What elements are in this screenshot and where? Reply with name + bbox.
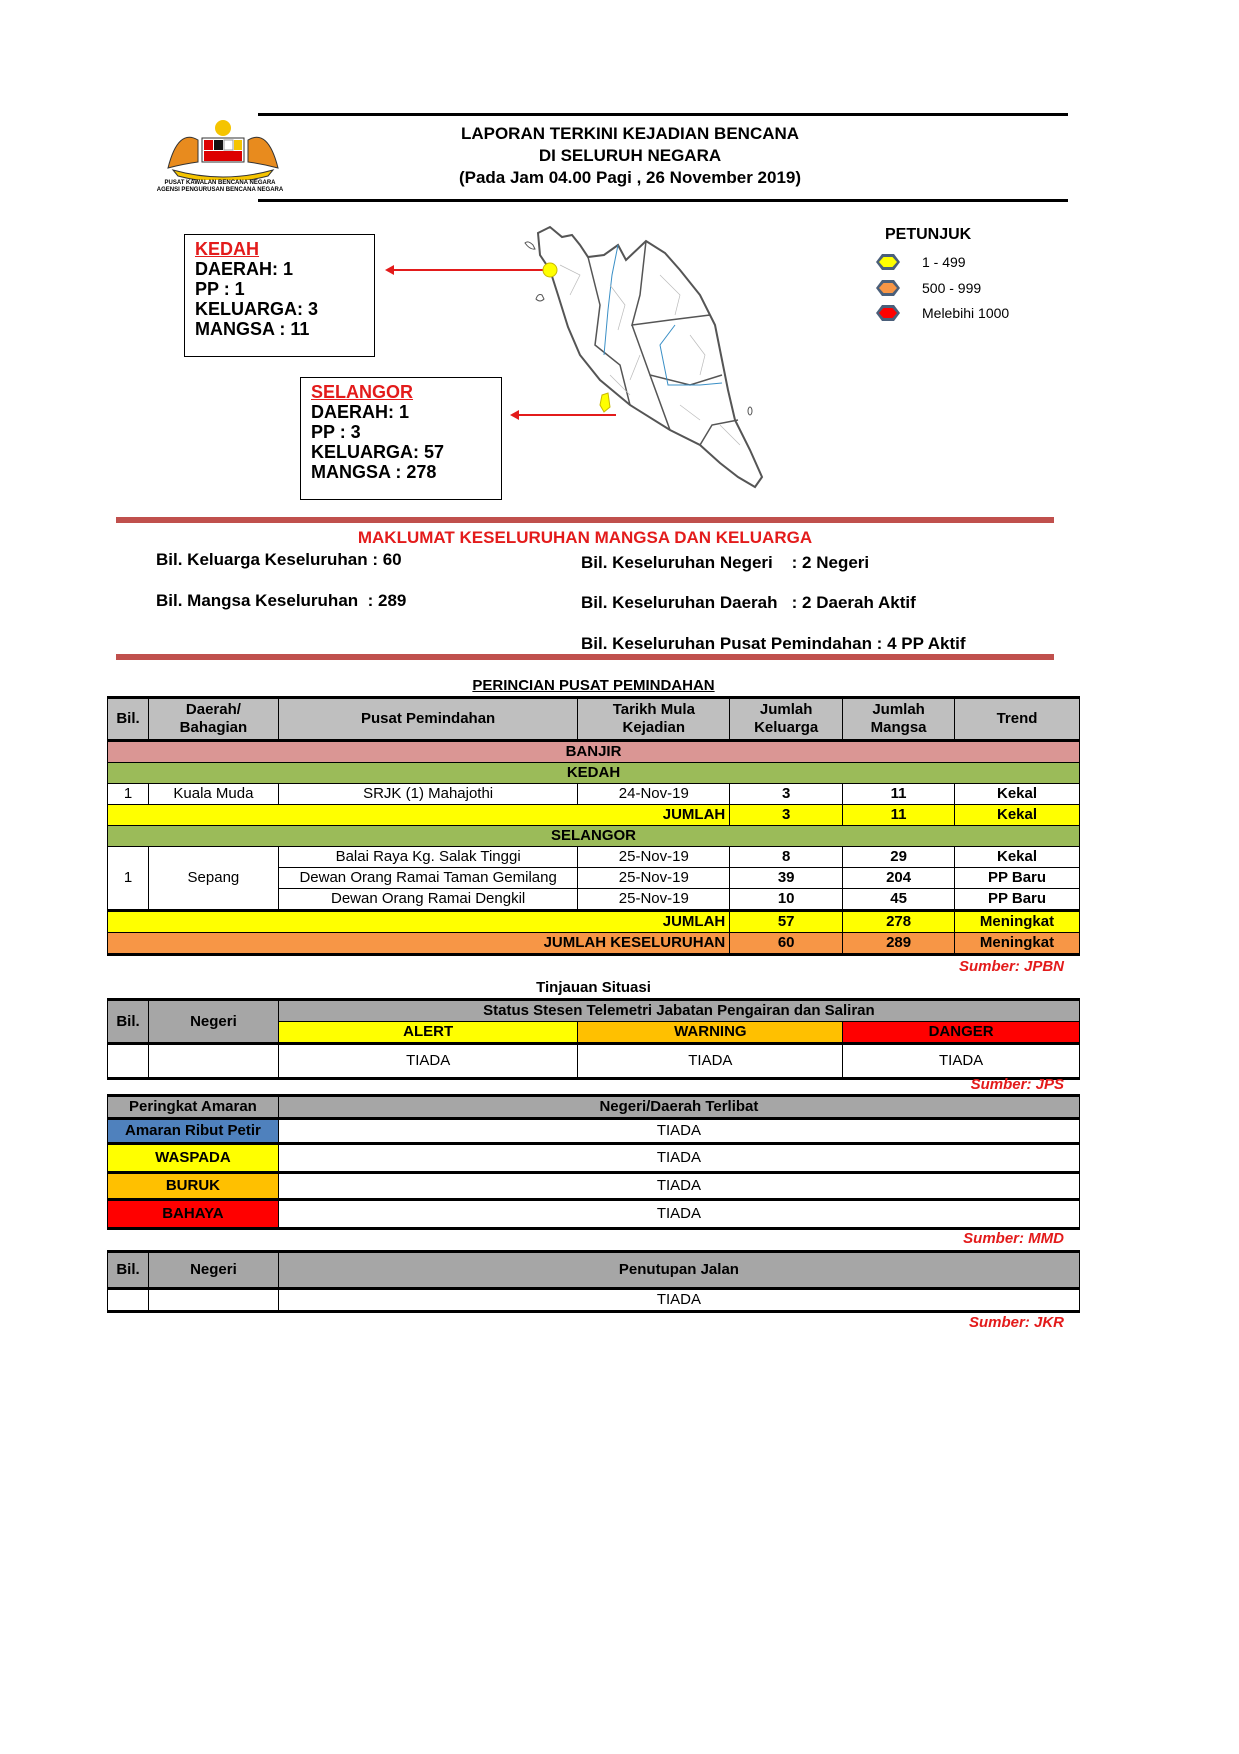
road-header-row — [108, 1252, 1080, 1289]
col-negeri: Negeri — [148, 1000, 278, 1044]
telemetry-title: Tinjauan Situasi — [536, 979, 651, 996]
tarikh: 25-Nov-19 — [578, 868, 730, 889]
bil — [108, 1289, 149, 1312]
grand-total-row — [108, 933, 1080, 955]
report-title — [380, 123, 880, 189]
road-closure-value: TIADA — [278, 1289, 1079, 1312]
title-line1: LAPORAN TERKINI KEJADIAN BENCANA — [460, 124, 800, 143]
table-header-row — [108, 698, 1080, 741]
bil — [108, 1044, 149, 1079]
area-value: TIADA — [278, 1119, 1079, 1144]
legend-label: 1 - 499 — [922, 254, 966, 270]
state-row-selangor — [108, 826, 1080, 847]
keluarga-count: KELUARGA: 57 — [311, 442, 445, 462]
col-bil: Bil. — [108, 1000, 149, 1044]
red-hexagon-icon — [876, 305, 900, 321]
state-name: KEDAH — [108, 763, 1080, 784]
grand-total-label: JUMLAH KESELURUHAN — [108, 933, 730, 955]
mangsa: 45 — [843, 889, 955, 911]
selangor-info-box — [300, 377, 502, 500]
keluarga: 8 — [730, 847, 843, 868]
warning-value: TIADA — [578, 1044, 843, 1079]
section-divider — [116, 517, 1054, 523]
mangsa: 11 — [843, 805, 955, 826]
telemetry-group-header: Status Stesen Telemetri Jabatan Pengairan dan Saliran — [278, 1000, 1079, 1022]
table-row — [108, 847, 1080, 868]
danger-value: TIADA — [843, 1044, 1080, 1079]
daerah: Sepang — [148, 847, 278, 911]
header-bottom-rule — [258, 199, 1068, 202]
telemetry-table — [107, 998, 1080, 1080]
col-level: Peringkat Amaran — [108, 1096, 279, 1119]
state-row-kedah — [108, 763, 1080, 784]
level-warning: WARNING — [578, 1022, 843, 1044]
pusat: Dewan Orang Ramai Taman Gemilang — [278, 868, 578, 889]
trend: PP Baru — [955, 889, 1080, 911]
peninsular-malaysia-map — [500, 215, 780, 490]
subtotal-label: JUMLAH — [108, 911, 730, 933]
col-penutupan-jalan: Penutupan Jalan — [278, 1252, 1079, 1289]
total-negeri: Bil. Keseluruhan Negeri : 2 Negeri — [581, 553, 870, 572]
legend-label: Melebihi 1000 — [922, 305, 1010, 321]
section-divider — [116, 654, 1054, 660]
title-line2: DI SELURUH NEGARA — [538, 146, 722, 165]
mangsa: 11 — [843, 784, 955, 805]
col-mangsa: Jumlah Mangsa — [843, 698, 955, 741]
logo-caption — [150, 180, 290, 194]
mangsa-count: MANGSA : 11 — [195, 319, 310, 339]
level-label: BURUK — [108, 1173, 279, 1200]
logo-caption-line1: PUSAT KAWALAN BENCANA NEGARA — [164, 180, 276, 186]
level-label: Amaran Ribut Petir — [108, 1119, 279, 1144]
col-daerah: Daerah/ Bahagian — [148, 698, 278, 741]
trend: PP Baru — [955, 868, 1080, 889]
mangsa: 289 — [843, 933, 955, 955]
area-value: TIADA — [278, 1144, 1079, 1173]
logo-caption-line2: AGENSI PENGURUSAN BENCANA NEGARA — [156, 187, 284, 193]
state-name: SELANGOR — [311, 382, 414, 402]
trend: Kekal — [955, 847, 1080, 868]
warning-header-row — [108, 1096, 1080, 1119]
level-label: WASPADA — [108, 1144, 279, 1173]
col-area: Negeri/Daerah Terlibat — [278, 1096, 1079, 1119]
col-keluarga: Jumlah Keluarga — [730, 698, 843, 741]
weather-warning-table — [107, 1094, 1080, 1230]
tarikh: 25-Nov-19 — [578, 847, 730, 868]
table-row — [108, 1200, 1080, 1229]
pusat: Balai Raya Kg. Salak Tinggi — [278, 847, 578, 868]
pp-count: PP : 1 — [195, 279, 245, 299]
daerah-count: DAERAH: 1 — [311, 402, 410, 422]
trend: Kekal — [955, 805, 1080, 826]
tarikh: 25-Nov-19 — [578, 889, 730, 911]
legend-item-low — [876, 254, 966, 270]
table-row — [108, 784, 1080, 805]
col-bil: Bil. — [108, 698, 149, 741]
alert-value: TIADA — [278, 1044, 578, 1079]
source-mmd: Sumber: MMD — [963, 1230, 1064, 1247]
col-tarikh: Tarikh Mula Kejadian — [578, 698, 730, 741]
daerah: Kuala Muda — [148, 784, 278, 805]
level-danger: DANGER — [843, 1022, 1080, 1044]
road-closure-table — [107, 1250, 1080, 1313]
table-row — [108, 1289, 1080, 1312]
bil: 1 — [108, 847, 149, 911]
legend-title: PETUNJUK — [885, 226, 972, 243]
source-jps: Sumber: JPS — [970, 1076, 1064, 1093]
keluarga: 60 — [730, 933, 843, 955]
pusat: Dewan Orang Ramai Dengkil — [278, 889, 578, 911]
total-keluarga: Bil. Keluarga Keseluruhan : 60 — [156, 550, 402, 569]
table-row — [108, 1119, 1080, 1144]
total-pp: Bil. Keseluruhan Pusat Pemindahan : 4 PP Aktif — [581, 634, 966, 653]
negeri — [148, 1044, 278, 1079]
table-row — [108, 1144, 1080, 1173]
total-daerah: Bil. Keseluruhan Daerah : 2 Daerah Aktif — [581, 593, 916, 612]
total-mangsa: Bil. Mangsa Keseluruhan : 289 — [156, 591, 407, 610]
trend: Meningkat — [955, 933, 1080, 955]
kedah-info-box — [184, 234, 375, 357]
pp-table-title: PERINCIAN PUSAT PEMINDAHAN — [472, 677, 715, 694]
pusat: SRJK (1) Mahajothi — [278, 784, 578, 805]
source-jpbn: Sumber: JPBN — [958, 958, 1064, 975]
tarikh: 24-Nov-19 — [578, 784, 730, 805]
trend: Meningkat — [955, 911, 1080, 933]
area-value: TIADA — [278, 1200, 1079, 1229]
keluarga: 57 — [730, 911, 843, 933]
daerah-count: DAERAH: 1 — [195, 259, 294, 279]
subtotal-row-kedah — [108, 805, 1080, 826]
mangsa: 278 — [843, 911, 955, 933]
table-row — [108, 1044, 1080, 1079]
state-name: SELANGOR — [108, 826, 1080, 847]
col-bil: Bil. — [108, 1252, 149, 1289]
level-alert: ALERT — [278, 1022, 578, 1044]
summary-title: MAKLUMAT KESELURUHAN MANGSA DAN KELUARGA — [357, 528, 813, 547]
orange-hexagon-icon — [876, 280, 900, 296]
title-date: (Pada Jam 04.00 Pagi , 26 November 2019) — [458, 168, 802, 187]
telemetry-header-row — [108, 1000, 1080, 1022]
trend: Kekal — [955, 784, 1080, 805]
legend-item-medium — [876, 280, 981, 296]
state-name: KEDAH — [195, 239, 260, 259]
legend-label: 500 - 999 — [922, 280, 982, 296]
table-row — [108, 1173, 1080, 1200]
negeri — [148, 1289, 278, 1312]
bil: 1 — [108, 784, 149, 805]
keluarga: 39 — [730, 868, 843, 889]
disaster-type-row — [108, 741, 1080, 763]
keluarga: 10 — [730, 889, 843, 911]
header-top-rule — [258, 113, 1068, 116]
keluarga: 3 — [730, 784, 843, 805]
legend-item-high — [876, 305, 1009, 321]
evacuation-centre-table — [107, 696, 1080, 956]
subtotal-row-selangor — [108, 911, 1080, 933]
area-value: TIADA — [278, 1173, 1079, 1200]
col-pusat: Pusat Pemindahan — [278, 698, 578, 741]
mangsa: 29 — [843, 847, 955, 868]
source-jkr: Sumber: JKR — [968, 1314, 1064, 1331]
pp-count: PP : 3 — [311, 422, 361, 442]
mangsa: 204 — [843, 868, 955, 889]
mangsa-count: MANGSA : 278 — [311, 462, 437, 482]
disaster-type: BANJIR — [108, 741, 1080, 763]
col-trend: Trend — [955, 698, 1080, 741]
keluarga-count: KELUARGA: 3 — [195, 299, 319, 319]
level-label: BAHAYA — [108, 1200, 279, 1229]
subtotal-label: JUMLAH — [108, 805, 730, 826]
col-negeri: Negeri — [148, 1252, 278, 1289]
yellow-hexagon-icon — [876, 254, 900, 270]
keluarga: 3 — [730, 805, 843, 826]
